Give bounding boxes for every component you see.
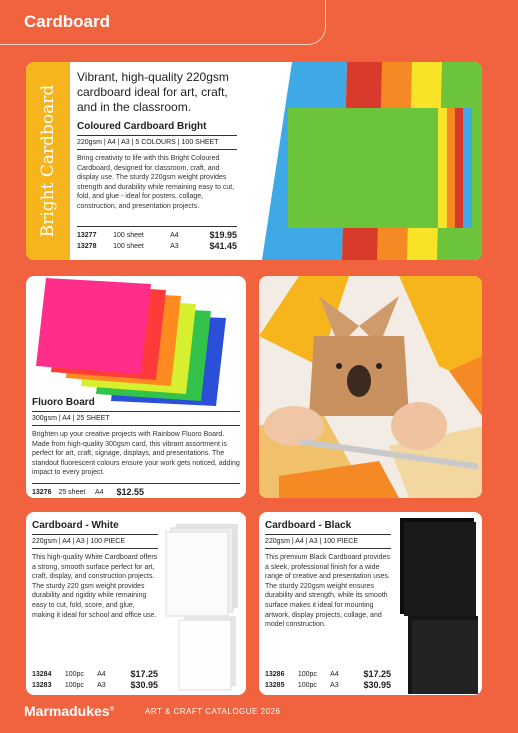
divider xyxy=(32,548,158,549)
white-cardboard-card xyxy=(26,512,246,695)
footer-subtitle: ART & CRAFT CATALOGUE 2026 xyxy=(145,707,281,716)
fluoro-description: Brighten up your creative projects with Rainbow Fluoro Board. Made from high-quality 300gsm card, this vibrant assortment is perfect for art, craft, signage, displays, and presentations. The standout fluorescent colours ensure your work gets noticed, adding impact to every project. xyxy=(32,431,240,477)
quantity: 100pc xyxy=(297,682,317,689)
bright-price-table xyxy=(77,230,237,252)
bright-text-block xyxy=(77,70,237,252)
size: A3 xyxy=(170,242,179,250)
divider xyxy=(32,411,240,412)
table-row xyxy=(265,669,391,680)
price: $17.25 xyxy=(130,669,158,679)
table-row xyxy=(77,241,237,252)
bright-description: Bring creativity to life with this Bright Coloured Cardboard, designed for classroom, craft, and display use. The sturdy 220gsm weight provides strength and durability while remaining easy to cut, fold, and glue - ideal for posters, collage, construction, and presentation projects. xyxy=(77,155,235,210)
product-code: 13278 xyxy=(77,242,97,250)
size: A3 xyxy=(330,682,339,689)
table-row xyxy=(32,680,158,691)
black-specs: 220gsm | A4 | A3 | 100 PIECE xyxy=(265,538,359,545)
fluoro-price-table xyxy=(32,487,144,498)
divider xyxy=(265,548,391,549)
footer-logo: Marmadukes® xyxy=(24,703,115,719)
quantity: 100 sheet xyxy=(113,231,144,239)
fluoro-board-card xyxy=(26,276,246,498)
bright-cardboard-card xyxy=(26,62,482,260)
bright-cardboard-image xyxy=(262,62,482,260)
black-product-title: Cardboard - Black xyxy=(265,520,352,531)
black-cardboard-image xyxy=(392,512,482,695)
table-row xyxy=(32,487,144,498)
band-label: Bright Cardboard xyxy=(38,84,58,238)
price: $30.95 xyxy=(130,680,158,690)
price: $12.55 xyxy=(116,486,144,497)
page-title: Cardboard xyxy=(24,12,110,31)
price: $30.95 xyxy=(363,680,391,690)
table-row xyxy=(265,680,391,691)
divider xyxy=(77,149,237,150)
divider xyxy=(77,135,237,136)
white-product-title: Cardboard - White xyxy=(32,520,119,531)
bright-specs: 220gsm | A4 | A3 | 5 COLOURS | 100 SHEET xyxy=(77,139,219,146)
quantity: 100 sheet xyxy=(113,242,144,250)
product-code: 13286 xyxy=(265,671,285,678)
table-row xyxy=(32,669,158,680)
white-specs: 220gsm | A4 | A3 | 100 PIECE xyxy=(32,538,126,545)
table-row xyxy=(77,230,237,241)
product-code: 13283 xyxy=(32,682,52,689)
divider xyxy=(32,425,240,426)
product-code: 13276 xyxy=(32,488,52,496)
divider xyxy=(77,226,237,227)
bright-product-title: Coloured Cardboard Bright xyxy=(77,121,207,132)
divider xyxy=(265,534,391,535)
bright-cardboard-band xyxy=(26,62,70,260)
white-cardboard-image xyxy=(156,512,246,695)
koala-origami-photo xyxy=(259,276,482,498)
size: A4 xyxy=(330,671,339,678)
price: $17.25 xyxy=(363,669,391,679)
black-price-table xyxy=(265,669,391,691)
divider xyxy=(32,483,240,484)
quantity: 100pc xyxy=(64,682,84,689)
black-description: This premium Black Cardboard provides a sleek, professional finish for a wide range of creative and presentation uses. The sturdy 220gsm weight ensures durability and strength, while its smooth surface makes it ideal for mounting artwork, display projects, collage, and model construction. xyxy=(265,554,390,629)
quantity: 100pc xyxy=(297,671,317,678)
white-price-table xyxy=(32,669,158,691)
product-code: 13277 xyxy=(77,231,97,239)
fluoro-specs: 300gsm | A4 | 25 SHEET xyxy=(32,415,110,422)
size: A4 xyxy=(170,231,179,239)
black-text-block xyxy=(265,520,391,630)
fluoro-board-image xyxy=(26,276,246,406)
size: A4 xyxy=(97,671,106,678)
quantity: 25 sheet xyxy=(58,488,86,496)
quantity: 100pc xyxy=(64,671,84,678)
product-code: 13285 xyxy=(265,682,285,689)
fluoro-product-title: Fluoro Board xyxy=(32,397,95,408)
divider xyxy=(32,534,158,535)
white-description: This high-quality White Cardboard offers a strong, smooth surface perfect for art, craft, display, and construction projects. The sturdy 220 gsm weight provides durability and rigidity while remaining easy to cut, fold, score, and glue, making it ideal for school and office use. xyxy=(32,554,158,619)
black-cardboard-card xyxy=(259,512,482,695)
product-code: 13284 xyxy=(32,671,52,678)
size: A3 xyxy=(97,682,106,689)
price: $19.95 xyxy=(209,229,237,240)
bright-tagline: Vibrant, high-quality 220gsm cardboard ideal for art, craft, and in the classroom. xyxy=(77,70,229,114)
size: A4 xyxy=(94,488,104,496)
price: $41.45 xyxy=(209,240,237,251)
fluoro-text-block xyxy=(32,397,240,498)
white-text-block xyxy=(32,520,158,620)
